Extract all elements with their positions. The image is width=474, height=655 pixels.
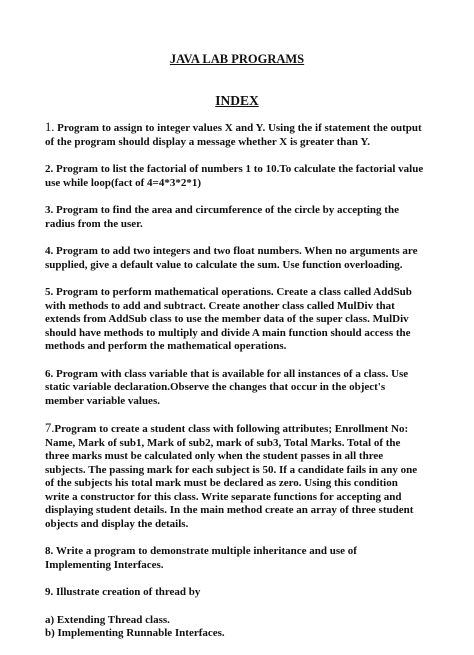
list-item-8 bbox=[45, 545, 433, 572]
thread-sub-list bbox=[45, 614, 433, 641]
list-item-6 bbox=[45, 368, 433, 409]
item-text-line: use while loop(fact of 4=4*3*2*1) bbox=[45, 176, 201, 189]
list-item-2 bbox=[45, 163, 433, 190]
item-number: 4. bbox=[45, 245, 54, 257]
sub-item-a: a) Extending Thread class. bbox=[45, 613, 170, 626]
item-number: 7. bbox=[45, 421, 55, 435]
document-title: JAVA LAB PROGRAMS bbox=[169, 52, 305, 66]
list-item-7 bbox=[45, 422, 433, 531]
item-text-line: Program to add two integers and two float numbers. When no arguments are bbox=[56, 245, 418, 257]
item-text-line: Implementing Interfaces. bbox=[45, 558, 164, 571]
list-item-9 bbox=[45, 586, 433, 600]
item-text-line: with methods to add and subtract. Create another class called MulDiv that bbox=[45, 299, 395, 312]
item-text-line: write a constructor for this class. Write separate functions for accepting and bbox=[45, 490, 402, 503]
index-heading: INDEX bbox=[215, 93, 259, 108]
item-text-line: Name, Mark of sub1, Mark of sub2, mark of sub3, Total Marks. Total of the bbox=[45, 436, 401, 449]
item-text-line: of the subjects his total mark must be declared as zero. Using this condition bbox=[45, 477, 398, 489]
item-text-line: Program to assign to integer values X and Y. Using the if statement the output bbox=[57, 122, 422, 134]
item-text-line: radius from the user. bbox=[45, 217, 143, 230]
item-text-line: Illustrate creation of thread by bbox=[56, 586, 201, 598]
item-text-line: extends from AddSub class to use the member data of the super class. MulDiv bbox=[45, 313, 409, 325]
item-text-line: Program with class variable that is available for all instances of a class. Use bbox=[56, 367, 409, 380]
item-text-line: Program to create a student class with following attributes; Enrollment No: bbox=[54, 423, 409, 435]
item-number: 5. bbox=[45, 286, 54, 298]
item-text-line: should have methods to multiply and divide A main function should access the bbox=[45, 326, 411, 339]
item-text-line: Write a program to demonstrate multiple inheritance and use of bbox=[55, 545, 357, 557]
item-text-line: three marks must be calculated only when the student passes in all three bbox=[45, 450, 384, 462]
item-number: 1. bbox=[45, 120, 55, 134]
item-text-line: Program to find the area and circumference of the circle by accepting the bbox=[56, 204, 399, 216]
item-text-line: of the program should display a message whether X is greater than Y. bbox=[45, 135, 371, 148]
list-item-3 bbox=[45, 204, 433, 231]
item-number: 8. bbox=[45, 545, 54, 557]
item-text-line: Program to perform mathematical operations. Create a class called AddSub bbox=[56, 286, 412, 298]
item-text-line: methods and perform the mathematical operations. bbox=[45, 340, 287, 352]
item-text-line: displaying student details. In the main method create an array of three student bbox=[45, 504, 414, 516]
item-text-line: supplied, give a default value to calculate the sum. Use function overloading. bbox=[45, 258, 403, 271]
item-text-line: Program to list the factorial of numbers 1 to 10.To calculate the factorial value bbox=[56, 163, 424, 175]
program-list bbox=[45, 121, 433, 655]
list-item-4 bbox=[45, 245, 433, 272]
list-item-5 bbox=[45, 286, 433, 354]
sub-item-b: b) Implementing Runnable Interfaces. bbox=[45, 627, 225, 639]
list-item-1 bbox=[45, 121, 433, 149]
item-number: 6. bbox=[45, 367, 54, 380]
item-number: 2. bbox=[45, 163, 54, 175]
item-number: 3. bbox=[45, 204, 54, 216]
item-text-line: static variable declaration.Observe the changes that occur in the object's bbox=[45, 381, 386, 393]
item-text-line: subjects. The passing mark for each subject is 50. If a candidate fails in any one bbox=[45, 463, 418, 476]
item-text-line: member variable values. bbox=[45, 394, 160, 407]
item-number: 9. bbox=[45, 586, 54, 598]
item-text-line: objects and display the details. bbox=[45, 517, 189, 530]
